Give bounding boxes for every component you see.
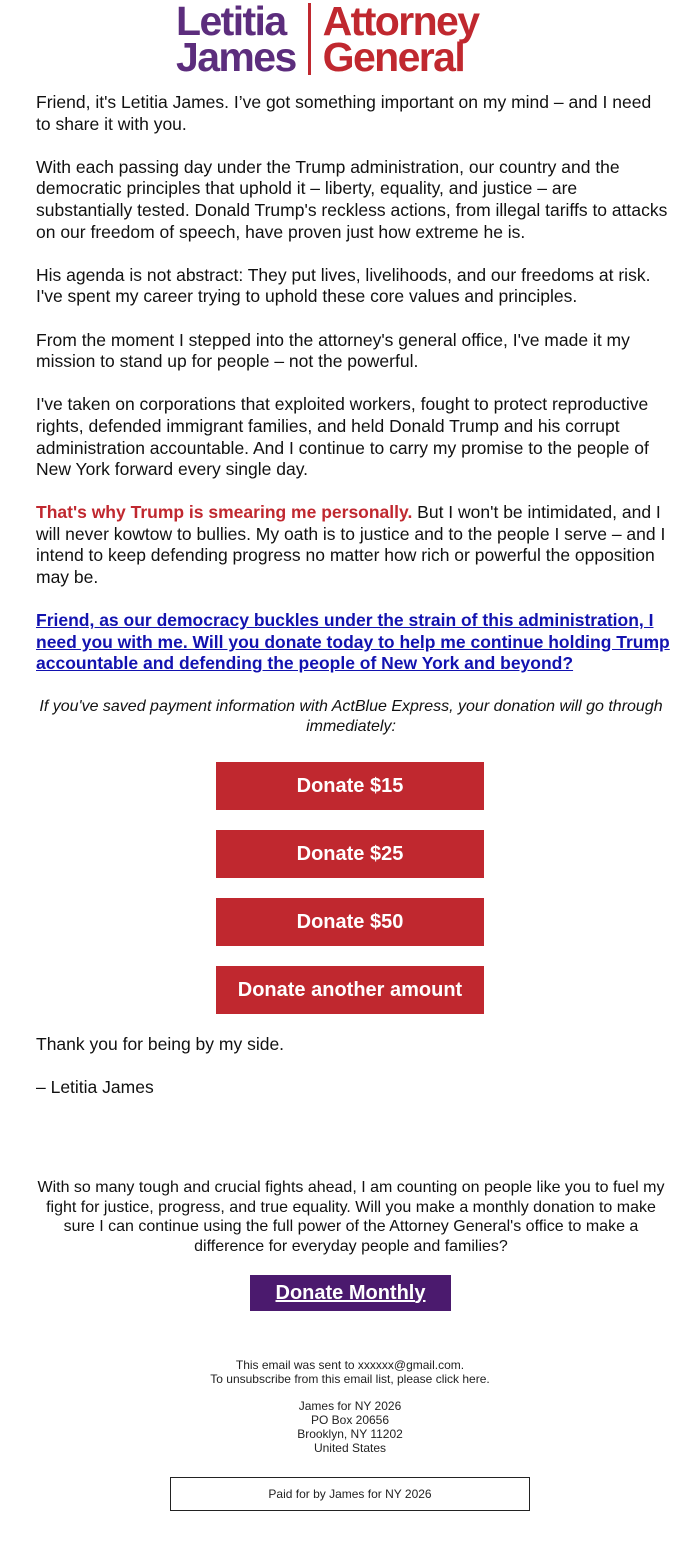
donate-other-amount-button[interactable]: Donate another amount xyxy=(216,966,484,1014)
donate-25-button[interactable]: Donate $25 xyxy=(216,830,484,878)
logo-name-line2: James xyxy=(176,34,296,80)
logo-title xyxy=(311,0,479,78)
address-line: James for NY 2026 xyxy=(298,1399,402,1413)
sent-to-line xyxy=(0,1358,700,1372)
address-line: Brooklyn, NY 11202 xyxy=(297,1427,403,1441)
logo-title-line2: General xyxy=(322,34,465,80)
footer-notice xyxy=(0,1358,700,1386)
body-paragraph-6 xyxy=(36,502,670,588)
recipient-email-link[interactable]: xxxxxx@gmail.com xyxy=(357,1358,461,1372)
mailing-address xyxy=(0,1399,700,1455)
address-line: PO Box 20656 xyxy=(310,1413,390,1427)
closing-thanks: Thank you for being by my side. xyxy=(36,1034,285,1054)
campaign-logo xyxy=(176,0,526,78)
unsub-suffix: . xyxy=(486,1372,490,1386)
highlight-text: That's why Trump is smearing me personally. xyxy=(36,502,413,523)
cta-paragraph xyxy=(36,610,670,675)
logo-name-line1: Letitia xyxy=(176,0,286,44)
body-paragraph-3: His agenda is not abstract: They put lives, livelihoods, and our freedoms at risk. I've spent my career trying to uphold these core values and principles. xyxy=(36,264,651,307)
donate-cta-link[interactable]: Friend, as our democracy buckles under the strain of this administration, I need you with me. Will you donate today to help me continue holding Trump accountable and defending the people of New York and beyond? xyxy=(36,610,670,674)
donate-monthly-button[interactable]: Donate Monthly xyxy=(250,1275,451,1311)
closing-signature: – Letitia James xyxy=(36,1077,154,1097)
paid-for-disclaimer: Paid for by James for NY 2026 xyxy=(170,1477,530,1511)
body-paragraph-2: With each passing day under the Trump administration, our country and the democratic principles that uphold it – liberty, equality, and justice – are substantially tested. Donald Trump's reckless actions, from illegal tariffs to attacks on our freedom of speech, have proven just how extreme he is. xyxy=(36,156,668,242)
body-paragraph-1: Friend, it's Letitia James. I’ve got something important on my mind – and I need to share it with you. xyxy=(36,92,652,134)
unsubscribe-line xyxy=(0,1372,700,1386)
donate-15-button[interactable]: Donate $15 xyxy=(216,762,484,810)
sent-suffix: . xyxy=(460,1358,465,1372)
monthly-appeal: With so many tough and crucial fights ahead, I am counting on people like you to fuel my fight for justice, progress, and true equality. Will you make a monthly donation to make sure I can continue using the full power of the Attorney General's office to make a difference for everyday people and families? xyxy=(37,1179,665,1255)
email-body xyxy=(36,92,670,697)
address-line: United States xyxy=(313,1441,387,1455)
donate-50-button[interactable]: Donate $50 xyxy=(216,898,484,946)
body-paragraph-5: I've taken on corporations that exploited workers, fought to protect reproductive rights, defended immigrant families, and held Donald Trump and his corrupt administration accountable. And I continue to carry my promise to the people of New York forward every single day. xyxy=(36,394,649,480)
logo-name xyxy=(176,0,308,78)
actblue-express-note: If you've saved payment information with ActBlue Express, your donation will go through immediately: xyxy=(39,698,663,735)
unsub-prefix: To unsubscribe from this email list, please xyxy=(210,1372,436,1386)
paragraph-6-rest: But I won't be intimidated, and I will never kowtow to bullies. My oath is to justice and to the people I serve – and I intend to keep defending progress no matter how rich or powerful the opposition may be. xyxy=(36,502,666,588)
body-paragraph-4: From the moment I stepped into the attorney's general office, I've made it my mission to stand up for people – not the powerful. xyxy=(36,329,630,372)
unsubscribe-link[interactable]: click here xyxy=(435,1372,487,1386)
logo-title-line1: Attorney xyxy=(322,0,479,44)
sent-prefix: This email was sent to xyxy=(235,1358,358,1372)
